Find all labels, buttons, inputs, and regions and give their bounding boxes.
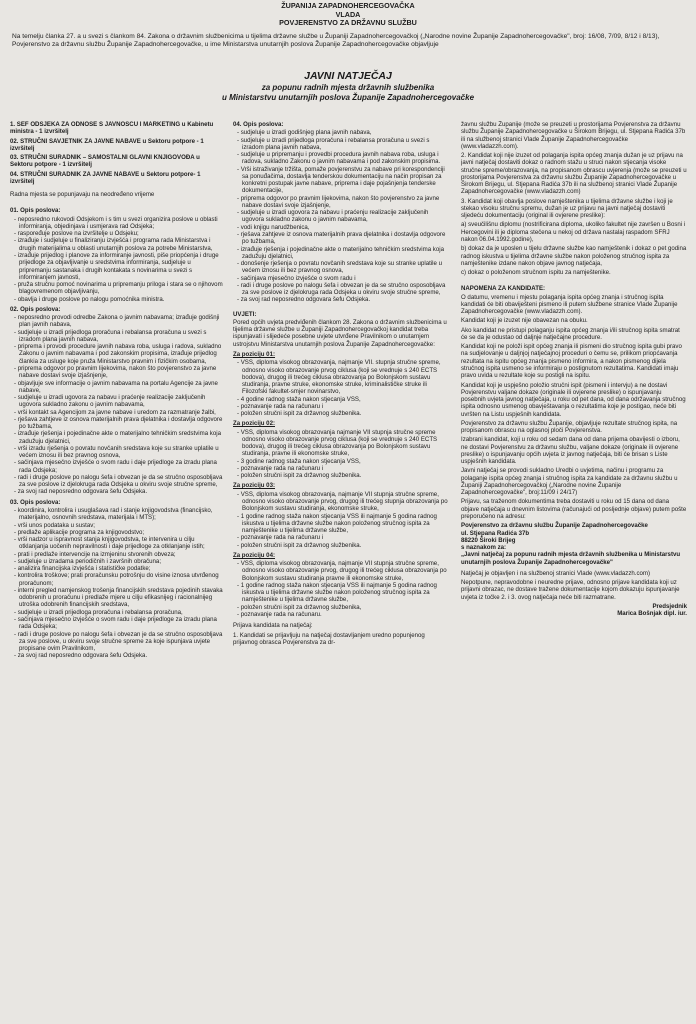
paragraph: Prijavu, sa traženom dokumentima treba dostaviti u roku od 15 dana od dana objave natječaja u dnevnim listovima (računajući od posljednje objave) putem pošte preporučeno na adresu:	[461, 498, 687, 521]
bullet-item: - vrši nadzor u ispravnost stanja knjigovodstva, te intervenira u cilju otklanjanja uočenih nepravilnosti i daje prijedloge za otklanjanje istih;	[10, 536, 224, 551]
requirement-list	[233, 560, 451, 618]
bullet-item: - priprema odgovor po pravnim lijekovima, nakon što povjerenstvo za javne nabave dostavi svoje izjašnjenje,	[10, 365, 224, 380]
bullet-item: - poznavanje rada na računaru i	[233, 465, 451, 472]
bullet-item: - vodi knjigu narudžbenica,	[233, 224, 451, 231]
bullet-item: - položen stručni ispit za državnog službenika.	[233, 542, 451, 549]
paragraph: Javni natječaj se provodi sukladno Uredbi o uvjetima, načinu i programu za polaganje ispita općeg znanja i stručnog ispita za kandidate za državnu službu u Županiji Zapadnohercegovačkoj („Narodne novine Županije Zapadnohercegovačke", broj:11/09 i 24/17)	[461, 467, 678, 497]
bullet-item: - VSS, diploma visokog obrazovanja, najmanje VII stupnja stručne spreme, odnosno visoko obrazovanje prvog, drugog ili trećeg stupnja obrazovanja po Bolonjskom sustavu studiranja, ekonomske struke,	[233, 491, 451, 513]
address-line: 88220 Široki Brijeg	[461, 536, 516, 544]
bullet-item: - izrađuje prijedlog i planove za informiranje javnosti, piše priopćenja i druge prijedloge za objavljivanje u sredstvima informiranja, sudjeluje u pripremanju sastanaka i drugih kontakata s novinarima u svezi s informiranjem javnosti,	[10, 252, 224, 281]
bullet-item: - za svoj rad neposredno odgovara šefu Odsjeka.	[233, 296, 451, 303]
bullet-item: - poznavanje rada na računaru i	[233, 403, 451, 410]
bullet-item: - radi i druge poslove po nalogu šefa i obvezan je da se stručno osposobljava za sve poslove iz djelokruga rada Odsjeka u okviru svoje stručne spreme,	[10, 474, 224, 489]
bullet-item: - neposredno provodi odredbe Zakona o javnim nabavama; izrađuje godišnji plan javnih nabava,	[10, 314, 224, 329]
notice-title	[0, 70, 696, 103]
bullet-item: - VSS, diploma visokog obrazovanja, najmanje VII stupnja stručne spreme, odnosno visoko obrazovanje prvog, drugog ili trećeg ciklusa obrazovanja po Bolonjskom sustavu studiranja pravne ili ekonomske struke,	[233, 560, 451, 582]
column-1	[10, 121, 224, 1021]
bullet-item: - sudjeluje u izradi godišnjeg plana javnih nabava,	[233, 129, 451, 136]
bullet-item: - sudjeluje u izradi ugovora za nabavu i praćenje realizacije zaključenih ugovora sukladno zakonu o javnim nabavama,	[10, 394, 224, 409]
bullet-item: - prati i predlaže intervencije na izmjeninu stvorenih obveza;	[10, 551, 224, 558]
paragraph: Kandidat koji je uspješno položio stručni ispit (pismeni i intervju) a ne dostavi Povjerenstvu valjane dokaze (originale ili ovjerene preslike) o ispunjavanju posebnih uvjeta javnog natječaja, u roku od pet dana, od dana održavanja stručnog ispita odnosno usmenog obavještavanja o rezultatima koje je postigao, neće biti uvršten na Listu uspješnih kandidata.	[461, 381, 686, 418]
bullet-item: - sačinjava mjesečno izvješće o svom radu i daje prijedloge za izradu plana rada Odsjeka;	[10, 616, 224, 631]
bullet-item: - analizira financijska izvješća i statističke podatke;	[10, 565, 224, 572]
bullet-item: - obavlja i druge poslove po nalogu pomoćnika ministra.	[10, 296, 224, 303]
paragraph: a) sveučilišnu diplomu (nostrificirana diploma, ukoliko fakultet nije završen u Bosni i Hercegovini ili je diploma stečena u nekoj od država nastalaj raspadom SFRJ nakon 06.04.1992.godine),	[461, 221, 686, 243]
bullet-item: - sudjeluje u pripremanju i provedbi procedura javnih nabava roba, usluga i radova, sukladno Zakonu o javnim nabavama i pod zakonskim propisima.	[233, 151, 451, 166]
position-item: 03. STRUČNI SURADNIK – SAMOSTALNI GLAVNI KNJIGOVOĐA u Sektoru potpore - 1 izvršitelj	[10, 154, 200, 169]
bullet-item: - radi i druge poslove po nalogu šefa i obvezan je da se stručno osposobljava za sve poslove iz djelokruga rada Odsjeka u okviru svoje stručne spreme,	[233, 282, 451, 297]
section-heading: 04. Opis poslova:	[233, 121, 284, 128]
bullet-item: - izrađuje rješenja i pojedinačne akte o materijalno tehničkim sredstvima koja zadužuju djelatnici,	[10, 430, 224, 445]
bullet-item: - rješava zahtjeve iz osnova materijalnih prava djelatnika i dostavlja odgovore po tužbama,	[233, 231, 451, 246]
fixed-term-note: Radna mjesta se popunjavaju na neodređeno vrijeme	[10, 191, 155, 199]
bullet-item: - raspoređuje poslove na izvršitelje u Odsjeku;	[10, 230, 224, 237]
document-header	[0, 2, 696, 28]
bullet-item: - predlaže aplikacije programa za knjigovodstvo;	[10, 529, 224, 536]
address-line: s naznakom za:	[461, 544, 507, 552]
bullet-item: - izrađuje rješenja i pojedinačne akte o materijalno tehničkim sredstvima koja zadužuju djelatnici,	[233, 246, 451, 261]
conditions-text: Pored općih uvjeta predviđenih člankom 28. Zakona o državnim službenicima u tijelima državne službe u Županiji Zapadnohercegovačkoj kandidat treba ispunjavati i slijedeće posebne uvjete utvrđene Pravilnikom o unutarnjem ustrojstvu Ministarstva unutarnjih poslova Županije Zapadnohercegovačke:	[233, 318, 447, 348]
bullet-item: - položen stručni ispit za državnog službenika.	[233, 410, 451, 417]
section-heading: 03. Opis poslova:	[10, 498, 61, 506]
bullet-item: - Vrši istraživanje tržišta, pomaže povjerenstvu za nabave pri korespondenciji sa ponuđačima, dostavlja tenderskou dokumentaciju na način propisan za konkretni postupak javne nabave, priprema i daje pojašnjenja tenderske dokumentacije,	[233, 166, 451, 195]
bullet-item: - 3 godine radnog staža nakon stjecanja VSS,	[233, 458, 451, 465]
application-text: 1. Kandidati se prijavljuju na natječaj dostavljanjem uredno popunjenog prijavnog obrasca Povjerenstva za dr-	[233, 631, 425, 646]
paragraph: Povjerenstvo za državnu službu Županije, objavljuje rezultate stručnog ispita, na propisanom obrascu na oglasnoj ploči Povjerenstva.	[461, 419, 678, 435]
mailing-address	[461, 522, 687, 566]
bullet-item: - poznavanje rada na računaru i	[233, 534, 451, 541]
paragraph: b) dokaz da je uposlen u tijelu državne službe kao namještenik i dokaz o pet godina radnog iskustva u tijelima državne službe nakon položenog stručnog ispita za namještenike izdane nakon objave javnog natječaja,	[461, 245, 687, 267]
paragraph: c) dokaz o položenom stručnom ispitu za namještenike.	[461, 269, 611, 277]
column-2	[233, 121, 451, 1021]
header-line-2: VLADA	[335, 9, 361, 19]
signature-name: Marica Bošnjak dipl. iur.	[617, 610, 687, 618]
paragraph: Kandidat koji je izuzet nije obavezan na obuku.	[461, 317, 588, 325]
signature-title: Predsjednik	[652, 602, 687, 610]
bullet-item: - sudjeluje u izradi ugovora za nabavu i praćenju realizacije zaključenih ugovora sukladno zakonu o javnim nabavama,	[233, 209, 451, 224]
requirement-heading: Za poziciju 04:	[233, 551, 275, 559]
bullet-item: - rješava zahtjeve iz osnova materijalnih prava djelatnika i dostavlja odgovore po tužbama,	[10, 416, 224, 431]
application-heading: Prijava kandidata na natječaj:	[233, 622, 313, 630]
bullet-item: - 1 godine radnog staža nakon stjecanja VSS ili najmanje 5 godina radnog iskustva u tijelima državne službe nakon položenog stručnog ispita za namještenike u tijelima državne službe,	[233, 513, 451, 535]
position-list	[10, 121, 224, 185]
bullet-item: - VSS, diploma visokog obrazovanja, najmanje VII. stupnja stručne spreme, odnosno visoko obrazovanje prvog ciklusa (koji se vrednuje s 240 ECTS bodova), drugog ili trećeg ciklusa obrazovanja po Bolonjskom sustavu studiranja, pravne struke, ekonomske struke, kriminalističke struke ili Filozofski fakultet-smjer novinarstvo,	[233, 359, 451, 395]
duty-list	[233, 129, 451, 303]
bullet-item: - položen stručni ispit za državnog službenika,	[233, 604, 451, 611]
bullet-item: - vrši izradu rješenja o povratu novčanih sredstava koje su stranke uplatile u većem iznosu ili bez pravnog osnova,	[10, 445, 224, 460]
bullet-item: - vrši unos podataka u sustav;	[10, 522, 224, 529]
bullet-item: - vrši kontakt sa Agencijom za javne nabave i uredom za razmatranje žalbi,	[10, 409, 224, 416]
paragraph: O datumu, vremenu i mjestu polaganja ispita općeg znanja i stručnog ispita kandidati će biti obaviješteni pismeno ili putem službene stranice Vlade Županije Zapadnohercegovačke (www.vladazzh.com).	[461, 293, 678, 316]
intro-paragraph: Na temelju članka 27. a u svezi s člankom 84. Zakona o državnim službenicima u tijelima državne službe u Županiji Zapadnohercegovačkoj („Narodne novine Županije Zapadnohercegovačke", broj: 16/08, 7/09, 8/12 i 8/13), Povjerenstvo za državnu službu Županije Zapadnohercegovačke, u ime Ministarstva unutarnjih poslova Županije Zapadnohercegovačke objavljuje	[12, 33, 660, 49]
paragraph: Ako kandidat ne pristupi polaganju ispita općeg znanja i/ili stručnog ispita smatrat će se da je odustao od daljnje natječajne procedure.	[461, 326, 680, 341]
paragraph: Nepotpune, nepravodobne i neuredne prijave, odnosno prijave kandidata koji uz prijavni obrazac, ne dostave tražene dokumentacije kojom dokazuju ispunjavanje uvjeta iz točke 2. i 3. ovog natječaja neće biti razmatrane.	[461, 579, 680, 601]
bullet-item: - donošenje rješenja o povratu novčanih sredstava koje su stranke uplatile u većem iznosu ili bez pravnog osnova,	[233, 260, 451, 275]
bullet-item: - za svoj rad neposredno odgovara šefu Odsjeka.	[10, 488, 224, 495]
column-3	[461, 121, 687, 1021]
bullet-item: - radi i druge poslove po nalogu šefa i obvezan je da se stručno osposobljava za sve poslove, u okviru svoje stručne spreme za koje ispunjava uvjete propisane ovim Pravilnikom,	[10, 631, 224, 653]
paragraph: 2. Kandidat koji nije izuzet od polaganja ispita općeg znanja dužan je uz prijavu na javni natječaj dostaviti dokaz o radnom stažu u struci nakon stjecanja visoke stručne spreme/obrazovanja, na propisanom obrascu uvjerenja (može se preuzeti u prostorijama Povjerenstva za državnu službu Županije Zapadnohercegovačke u Širokom Brijegu, ul. Stjepana Radića 37b ili na službenoj stranici Vlade Županije Zapadnohercegovačke (www.vladazzh.com)	[461, 152, 687, 196]
bullet-item: - interni pregled namjenskog trošenja financijskih sredstava pojedinih stavaka odobrenih u proračunu i predlaže mjere u cilju efikasnijeg i racionalnijeg utroška odobrenih financijskih sredstava,	[10, 587, 224, 609]
bullet-item: - za svoj rad neposredno odgovara šefu Odsjeka.	[10, 652, 224, 659]
requirement-heading: Za poziciju 03:	[233, 482, 275, 490]
requirement-heading: Za poziciju 02:	[233, 420, 275, 428]
bullet-item: - neposredno rukovodi Odsjekom i s tim u svezi organizira poslove u oblasti informiranja, objedinjava i usmjerava rad Odsjeka;	[10, 216, 224, 231]
requirement-heading: Za poziciju 01:	[233, 350, 275, 358]
header-line-3: POVJERENSTVO ZA DRŽAVNU SLUŽBU	[279, 18, 417, 28]
requirement-list	[233, 429, 451, 480]
bullet-item: - izrađuje i sudjeluje u finaliziranju izvješća i programa rada Ministarstva i drugih materijalima u oblasti unutarnjih poslova za potrebe Ministarstva,	[10, 237, 224, 252]
bullet-item: - 4 godine radnog staža nakon stjecanja VSS,	[233, 396, 451, 403]
address-line: Povjerenstvo za državnu službu Županije Zapadnohercegovačke	[461, 522, 648, 530]
conditions-heading: UVJETI:	[233, 310, 257, 318]
position-item: 04. STRUČNI SURADNIK ZA JAVNE NABAVE u Sektoru potpore- 1 izvršitelj	[10, 170, 201, 185]
bullet-item: - koordinira, kontrolira i usuglašava rad i stanje knjigovodstva (financijsko, materijalno, osnovnih sredstava, materijala i MTS);	[10, 507, 224, 522]
note-heading: NAPOMENA ZA KANDIDATE:	[461, 285, 546, 293]
paragraph: Kandidat koji ne položi ispit općeg znanja ili pismeni dio stručnog ispita gubi pravo na sudjelovanje u daljnjoj natječajnoj proceduri o čemu se, prilikom priopćavanja rezultata na ispitu općeg znanja pismeno informira, a nakon pismenog dijela stručnog ispita usmeno se informiraju o postignutom rezultatima. Kandidati imaju pravo uvida u rezultate koje su postigli na ispitu.	[461, 343, 682, 380]
signature	[461, 603, 687, 618]
bullet-item: - sudjeluje u izradi prijedloga proračuna i rebalansa proračuna u svezi s izradom plana javnih nabava,	[233, 137, 451, 152]
bullet-item: - sudjeluje u izradama periodičnih i završnih obračuna;	[10, 558, 224, 565]
bullet-item: - sudjeluje u izradi prijedloga proračuna i rebalansa proračuna,	[10, 609, 224, 616]
title-sub-2: u Ministarstvu unutarnjih poslova Županije Zapadnohercegovačke	[221, 93, 475, 102]
header-line-1: ŽUPANIJA ZAPADNOHERCEGOVAČKA	[281, 1, 415, 10]
title-main: JAVNI NATJEČAJ	[304, 70, 392, 82]
bullet-item: - priprema i provodi procedure javnih nabava roba, usluga i radova, sukladno Zakonu o javnim nabavama i pod zakonskim propisima, izrađuje prijedlog člankia za usluge koje pruža Ministarstvo pravnim i fizičkim osobama,	[10, 343, 224, 365]
position-item: 02. STRUČNI SAVJETNIK ZA JAVNE NABAVE u Sektoru potpore - 1 izvršitelj	[10, 137, 204, 152]
bullet-item: - kontrolira troškove; prati proračunsku potrošnju do visine iznosa utvrđenog proračunom;	[10, 572, 224, 587]
requirement-list	[233, 359, 451, 417]
bullet-item: - priprema odgovor po pravnim lijekovima, nakon što povjerenstvo za javne nabave dostavi svoje izjašnjenje,	[233, 195, 451, 210]
position-item: 1. ŠEF ODSJEKA ZA ODNOSE S JAVNOŠĆU I MARKETING u Kabinetu ministra - 1 izvršitelj	[10, 121, 214, 136]
address-line: ul. Stjepana Radića 37b	[461, 529, 530, 537]
address-line: „Javni natječaj za popunu radnih mjesta državnih službenika u Ministarstvu unutarnjih poslova Županije Zapadnohercegovačke"	[461, 551, 681, 566]
bullet-item: - sačinjava mjesečno izvješće o svom radu i	[233, 275, 451, 282]
duty-list	[10, 507, 224, 660]
bullet-item: - objavljuje sve informacije o javnim nabavama na portalu Agencije za javne nabave,	[10, 380, 224, 395]
bullet-item: - sudjeluje u izradi prijedloga proračuna i rebalansa proračuna u svezi s izradom plana javnih nabava,	[10, 329, 224, 344]
duty-list	[10, 314, 224, 496]
bullet-item: - položen stručni ispit za državnog službenika.	[233, 472, 451, 479]
section-heading: 02. Opis poslova:	[10, 305, 61, 313]
title-sub-1: za popunu radnih mjesta državnih službenika	[261, 83, 435, 92]
section-heading: 01. Opis poslova:	[10, 207, 61, 215]
bullet-item: - 1 godine radnog staža nakon stjecanja VSS ili najmanje 5 godina radnog iskustva u tijelima državne službe nakon položenog stručnog ispita za namještenike u tijelima državne službe,	[233, 582, 451, 604]
bullet-item: - sačinjava mjesečno izvješće o svom radu i daje prijedloge za izradu plana rada Odsjeka;	[10, 459, 224, 474]
paragraph: žavnu službu Županije (može se preuzeti u prostorijama Povjerenstva za državnu službu Županije Zapadnohercegovačke u Širokom Brijegu, ul. Stjepana Radića 37b ili na službenoj stranici Vlade Županije Zapadnohercegovačke (www.vladazzh.com).	[461, 121, 686, 150]
paragraph: Izabrani kandidat, koji u roku od sedam dana od dana prijema obavijesti o izboru, ne dostavi Povjerenstvu za državnu službu, valjane dokaze (originale ili ovjerene preslike) o ispunjavanju općih uvjeta iz javnog natječaja, biti će brisan s Liste uspješnih kandidata.	[461, 436, 680, 466]
bullet-item: - poznavanje rada na računaru.	[233, 611, 451, 618]
bullet-item: - pruža stručnu pomoć novinarima u pripremanju priloga i stara se o njihovom blagovremenom objavljivanju,	[10, 281, 224, 296]
paragraph: 3. Kandidat koji obavlja poslove namještenika u tijelima državne službe i koji je stekao visoku stručnu spremu, dužan je uz prijavu na javni natječaj dostaviti sljedeću dokumentaciju (original ili ovjerene preslike):	[461, 197, 673, 220]
paragraph: Natječaj je objavljen i na službenoj stranici Vlade (www.vladazzh.com)	[461, 569, 650, 577]
requirement-list	[233, 491, 451, 549]
duty-list	[10, 216, 224, 303]
bullet-item: - VSS, diploma visokog obrazovanja najmanje VII stupnja stručne spreme odnosno visoko obrazovanje prvog ciklusa (koji se vrednuje s 240 ECTS bodova), drugog ili trećeg ciklusa obrazovanja po Bolonjskom sustavu studiranja, pravne ili ekonomske struke,	[233, 429, 451, 458]
